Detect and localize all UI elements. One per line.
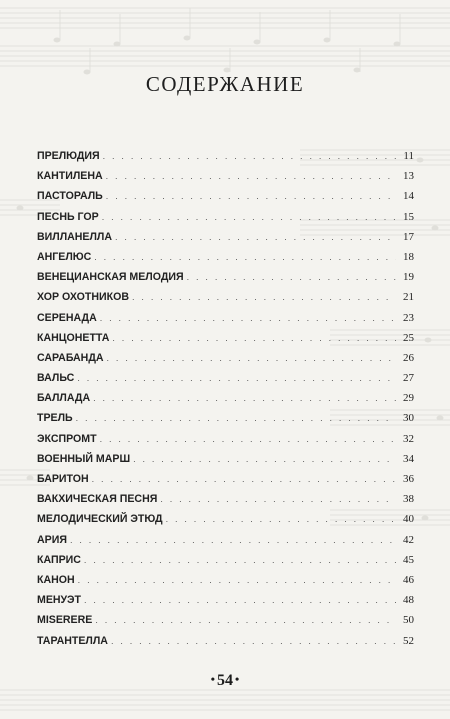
page-footer: [0, 672, 450, 690]
dot-leader: [106, 171, 396, 181]
dot-leader: [93, 393, 396, 403]
dot-leader: [160, 494, 396, 504]
toc-entry: [37, 352, 414, 372]
toc-entry-page: 30: [403, 412, 414, 425]
dot-leader: [166, 514, 396, 524]
toc-entry-title: ВЕНЕЦИАНСКАЯ МЕЛОДИЯ: [37, 271, 184, 284]
toc-entry-title: КАПРИС: [37, 553, 81, 566]
toc-entry-page: 14: [403, 190, 414, 203]
dot-leader: [102, 212, 396, 222]
toc-entry-title: MISERERE: [37, 614, 93, 627]
toc-entry-title: ПАСТОРАЛЬ: [37, 190, 103, 203]
toc-entry-title: КАНТИЛЕНА: [37, 170, 103, 183]
toc-entry: [37, 190, 414, 210]
dot-leader: [187, 272, 396, 282]
toc-entry: [37, 150, 414, 170]
toc-entry-page: 34: [403, 452, 414, 465]
toc-entry: [37, 513, 414, 533]
dot-leader: [115, 232, 396, 242]
toc-entry-page: 42: [403, 533, 414, 546]
toc-entry-page: 18: [403, 250, 414, 263]
toc-entry-title: СЕРЕНАДА: [37, 311, 97, 324]
toc-entry-page: 50: [403, 614, 414, 627]
toc-entry-title: АРИЯ: [37, 533, 67, 546]
toc-entry-title: САРАБАНДА: [37, 351, 104, 364]
toc-entry-page: 11: [403, 150, 414, 162]
footer-bullet-right: •: [235, 672, 240, 686]
toc-entry: [37, 312, 414, 332]
dot-leader: [70, 535, 396, 545]
toc-entry-title: АНГЕЛЮС: [37, 250, 92, 263]
toc-entry-page: 21: [403, 291, 414, 304]
toc-entry-title: ТАРАНТЕЛЛА: [37, 634, 108, 647]
toc-entry: [37, 412, 414, 432]
toc-entry: [37, 574, 414, 594]
toc-entry-title: КАНЦОНЕТТА: [37, 331, 110, 344]
toc-entry-page: 27: [403, 372, 414, 385]
toc-entry-page: 25: [403, 331, 414, 344]
toc-entry-page: 38: [403, 493, 414, 506]
toc-entry: [37, 211, 414, 231]
toc-entry-title: ВАЛЬС: [37, 372, 75, 385]
toc-entry-page: 52: [403, 634, 414, 647]
toc-entry: [37, 635, 414, 655]
dot-leader: [100, 313, 396, 323]
toc-entry-title: ВОЕННЫЙ МАРШ: [37, 452, 131, 465]
toc-entry-title: ВАКХИЧЕСКАЯ ПЕСНЯ: [37, 493, 158, 506]
toc-entry: [37, 332, 414, 352]
dot-leader: [76, 413, 396, 423]
toc-entry-page: 36: [403, 473, 414, 485]
toc-entry-title: ПЕСНЬ ГОР: [37, 210, 99, 223]
toc-entry: [37, 473, 414, 493]
dot-leader: [84, 555, 396, 565]
toc-entry: [37, 493, 414, 513]
toc-entry-page: 46: [403, 573, 414, 586]
toc-entry-title: БАЛЛАДА: [37, 392, 91, 405]
dot-leader: [92, 474, 396, 484]
toc-entry: [37, 231, 414, 251]
toc-entry-page: 26: [403, 351, 414, 364]
toc-entry: [37, 534, 414, 554]
toc-entry: [37, 554, 414, 574]
toc-entry-title: ХОР ОХОТНИКОВ: [37, 291, 130, 304]
toc-entry-title: ВИЛЛАНЕЛЛА: [37, 230, 113, 243]
dot-leader: [103, 151, 396, 161]
toc-entry-page: 45: [403, 553, 414, 566]
dot-leader: [112, 333, 396, 343]
toc-entry-page: 48: [403, 594, 414, 607]
toc-entry: [37, 170, 414, 190]
toc-entry: [37, 271, 414, 291]
toc-entry-title: ТРЕЛЬ: [37, 412, 73, 425]
dot-leader: [84, 595, 396, 605]
dot-leader: [111, 636, 396, 646]
dot-leader: [78, 575, 396, 585]
dot-leader: [95, 615, 396, 625]
dot-leader: [77, 373, 396, 383]
dot-leader: [94, 252, 396, 262]
toc-entry-page: 40: [403, 513, 414, 526]
toc-entry-page: 32: [403, 432, 414, 445]
toc-entry: [37, 614, 414, 634]
toc-entry: [37, 392, 414, 412]
toc-entry-title: МЕНУЭТ: [37, 594, 81, 607]
dot-leader: [107, 353, 396, 363]
toc-entry-page: 19: [403, 271, 414, 284]
toc-entry-title: КАНОН: [37, 573, 75, 586]
toc-entry: [37, 453, 414, 473]
toc-entry-title: БАРИТОН: [37, 473, 89, 485]
toc-entry-page: 15: [403, 210, 414, 223]
toc-entry-title: ПРЕЛЮДИЯ: [37, 150, 100, 162]
toc-entry: [37, 291, 414, 311]
toc-entry-page: 13: [403, 170, 414, 183]
toc-entry: [37, 594, 414, 614]
page-title: СОДЕРЖАНИЕ: [145, 72, 305, 96]
toc-entry: [37, 251, 414, 271]
page-number: 54: [217, 672, 233, 689]
dot-leader: [100, 434, 396, 444]
dot-leader: [133, 454, 396, 464]
toc-entry-page: 23: [403, 311, 414, 324]
dot-leader: [132, 292, 396, 302]
toc-entry-title: МЕЛОДИЧЕСКИЙ ЭТЮД: [37, 513, 163, 526]
toc-entry-title: ЭКСПРОМТ: [37, 432, 97, 445]
table-of-contents: [37, 150, 414, 655]
dot-leader: [106, 191, 396, 201]
toc-entry: [37, 433, 414, 453]
footer-bullet-left: •: [210, 672, 215, 686]
toc-entry-page: 29: [403, 392, 414, 405]
toc-entry: [37, 372, 414, 392]
toc-entry-page: 17: [403, 230, 414, 243]
